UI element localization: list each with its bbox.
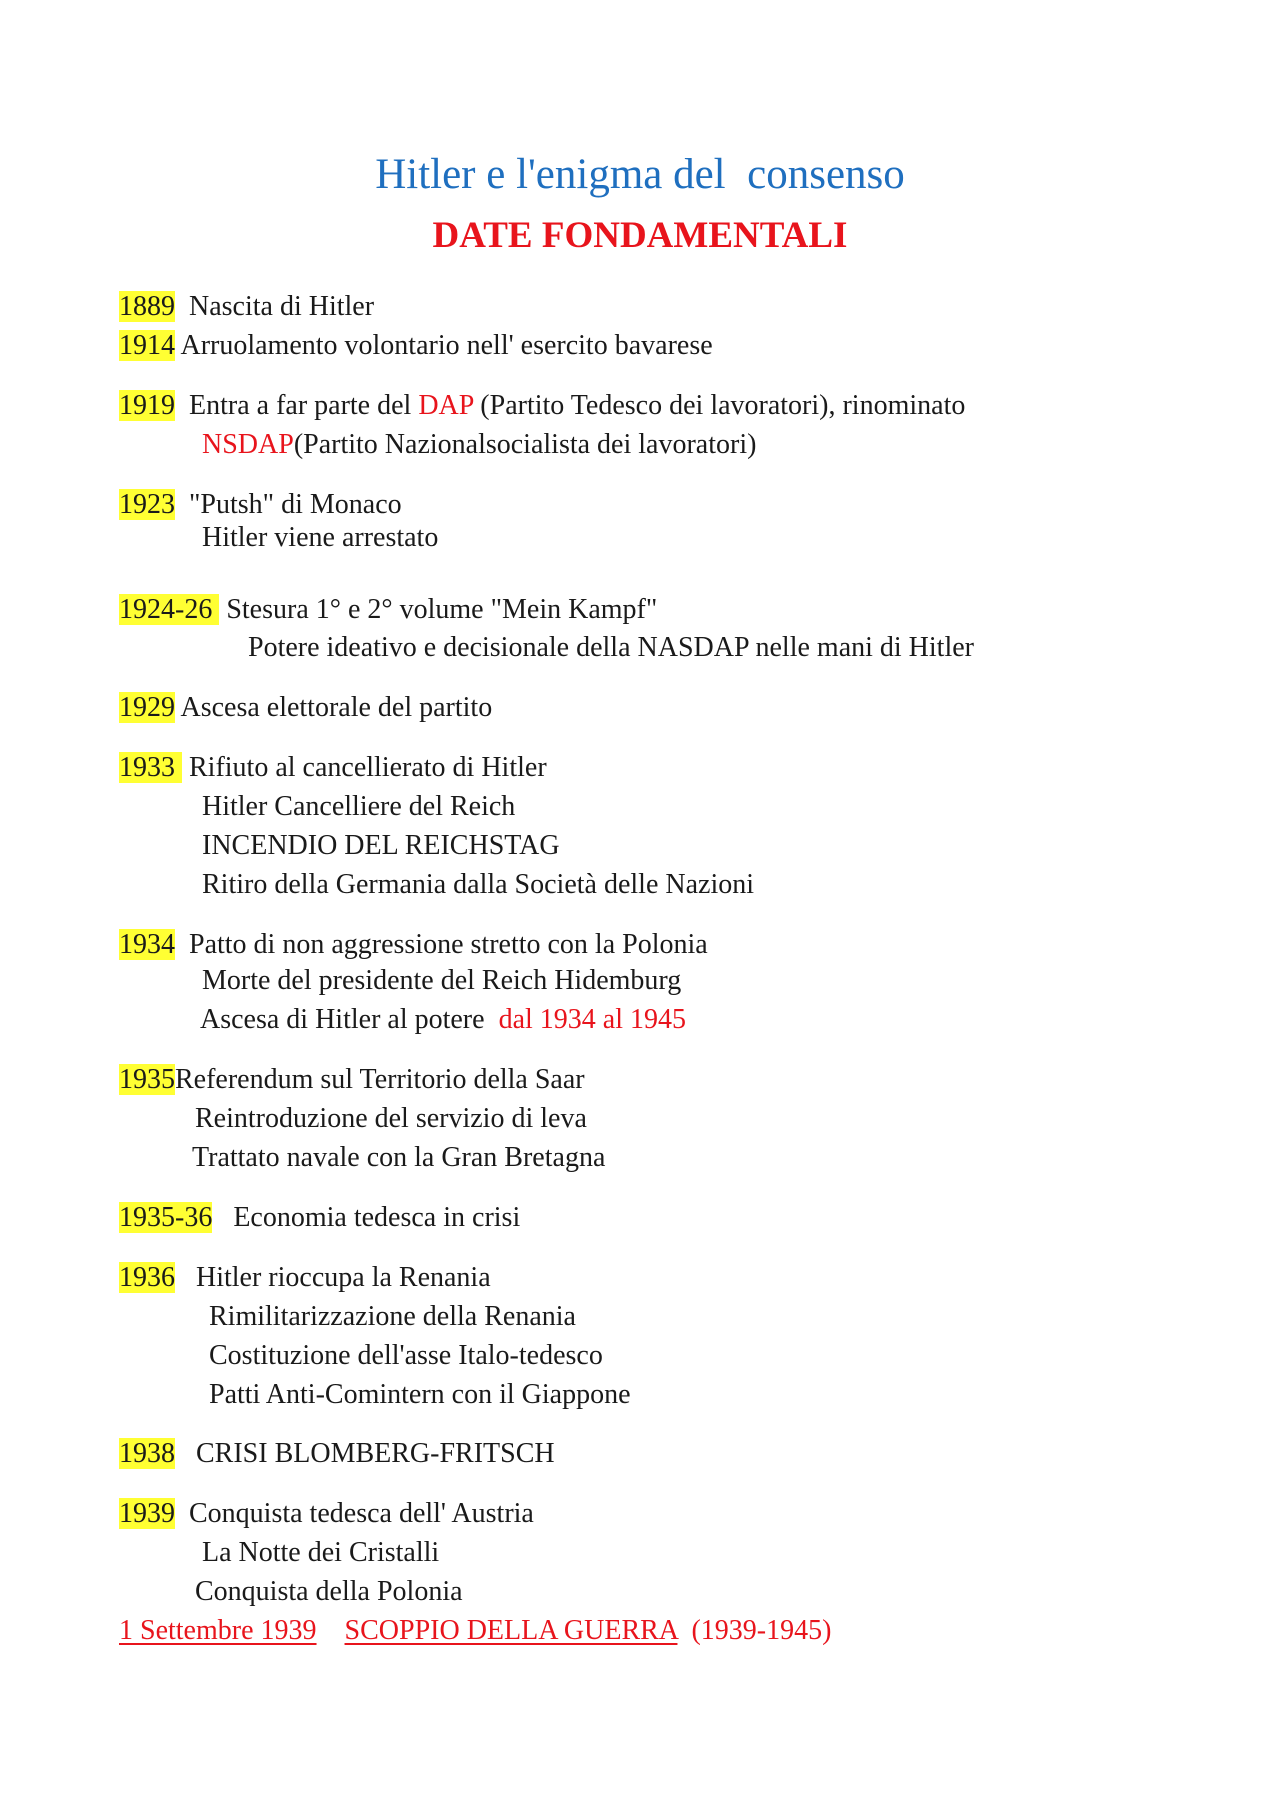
entry-text: CRISI BLOMBERG-FRITSCH — [196, 1438, 555, 1469]
entry-text: (Partito Tedesco dei lavoratori), rinominato — [473, 390, 966, 421]
entry-1939-line3: Conquista della Polonia — [195, 1576, 463, 1607]
red-period-text: dal 1934 al 1945 — [498, 1004, 686, 1035]
entry-1924-line2: Potere ideativo e decisionale della NASDAP nelle mani di Hitler — [248, 632, 974, 663]
entry-1933-line3: INCENDIO DEL REICHSTAG — [202, 830, 560, 861]
entry-text: Ascesa di Hitler al potere — [200, 1004, 492, 1035]
entry-1935-line3: Trattato navale con la Gran Bretagna — [192, 1142, 606, 1173]
entry-1933-line4: Ritiro della Germania dalla Società delle Nazioni — [202, 869, 755, 900]
war-range: (1939-1945) — [691, 1615, 832, 1646]
year-highlight: 1924-26 — [119, 594, 220, 625]
year-highlight: 1914 — [119, 330, 175, 361]
entry-1936-line2: Rimilitarizzazione della Renania — [209, 1301, 576, 1332]
year-highlight: 1919 — [119, 390, 175, 421]
entry-1938 — [119, 1437, 555, 1471]
war-outbreak-line — [119, 1614, 831, 1648]
year-highlight: 1923 — [119, 489, 175, 520]
year-highlight: 1939 — [119, 1498, 175, 1529]
entry-1936-line4: Patti Anti-Comintern con il Giappone — [209, 1379, 631, 1410]
page-title: Hitler e l'enigma del consenso — [375, 151, 905, 198]
nsdap-text: NSDAP — [202, 429, 294, 460]
entry-text: Stesura 1° e 2° volume "Mein Kampf" — [226, 594, 658, 625]
entry-1934 — [119, 928, 708, 962]
year-highlight: 1933 — [119, 752, 182, 783]
entry-text: Referendum sul Territorio della Saar — [175, 1064, 585, 1095]
entry-1919-cont — [202, 428, 756, 462]
entry-text: Arruolamento volontario nell' esercito bavarese — [180, 330, 713, 361]
entry-1936-line3: Costituzione dell'asse Italo-tedesco — [209, 1340, 603, 1371]
entry-1936 — [119, 1261, 491, 1295]
entry-1939 — [119, 1497, 534, 1531]
entry-text: "Putsh" di Monaco — [189, 489, 402, 520]
entry-1923 — [119, 488, 402, 522]
entry-1924 — [119, 593, 657, 627]
entry-1929 — [119, 691, 492, 725]
entry-1934-line2: Morte del presidente del Reich Hidemburg — [202, 965, 682, 996]
entry-1935 — [119, 1063, 585, 1097]
entry-1933 — [119, 751, 547, 785]
war-date: 1 Settembre 1939 — [119, 1615, 317, 1646]
entry-text: Nascita di Hitler — [189, 291, 375, 322]
entry-1934-line3 — [200, 1003, 686, 1037]
entry-text: Patto di non aggressione stretto con la Polonia — [189, 929, 708, 960]
entry-1919 — [119, 389, 965, 423]
entry-text: (Partito Nazionalsocialista dei lavoratori) — [293, 429, 757, 460]
entry-1923-line2: Hitler viene arrestato — [202, 522, 439, 553]
entry-1914 — [119, 329, 713, 363]
entry-text: Hitler rioccupa la Renania — [196, 1262, 491, 1293]
entry-1935-36 — [119, 1201, 520, 1235]
year-highlight: 1929 — [119, 692, 175, 723]
entry-text: Entra a far parte del — [189, 390, 419, 421]
entry-text: Ascesa elettorale del partito — [180, 692, 493, 723]
entry-1935-line2: Reintroduzione del servizio di leva — [195, 1103, 587, 1134]
year-highlight: 1938 — [119, 1438, 175, 1469]
entry-text: Conquista tedesca dell' Austria — [189, 1498, 534, 1529]
page-subtitle: DATE FONDAMENTALI — [432, 215, 848, 256]
entry-text: Rifiuto al cancellierato di Hitler — [189, 752, 547, 783]
dap-text: DAP — [418, 390, 474, 421]
year-highlight: 1889 — [119, 291, 175, 322]
entry-1939-line2: La Notte dei Cristalli — [202, 1537, 440, 1568]
entry-1889 — [119, 290, 374, 324]
year-highlight: 1934 — [119, 929, 175, 960]
year-highlight: 1935 — [119, 1064, 175, 1095]
war-event: SCOPPIO DELLA GUERRA — [344, 1615, 678, 1646]
year-highlight: 1936 — [119, 1262, 175, 1293]
entry-1933-line2: Hitler Cancelliere del Reich — [202, 791, 516, 822]
year-highlight: 1935-36 — [119, 1202, 213, 1233]
entry-text: Economia tedesca in crisi — [233, 1202, 521, 1233]
